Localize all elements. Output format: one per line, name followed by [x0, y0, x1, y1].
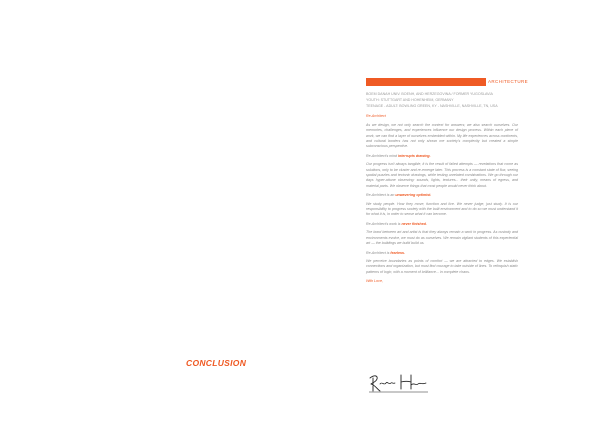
subheading-3-emphasis: unwavering optimist. [395, 193, 432, 198]
subheading-4-prefix: Re-Architect's work is [366, 221, 402, 226]
section-accent-bar [366, 78, 486, 86]
subheading-2-prefix: Re-Architect's mind [366, 153, 399, 158]
bio-meta [366, 92, 518, 108]
subheading-4-emphasis: never finished. [401, 221, 427, 226]
paragraph-4: The bond between art and artist is that they always remain a work in progress. As custody and environments evolve, we must do as ourselves. We remain vigilant students of this experiential art — the buildings we build build us. [366, 230, 518, 246]
signoff: With Love, [366, 279, 383, 284]
subheading-5 [366, 251, 518, 256]
subheading-2-emphasis: interrupts drawing. [398, 153, 431, 158]
paragraph-5: We perceive boundaries as points of comfort — we are attracted to edges. We establish connections and organization, but must find courage to take outside of lines. To relinquish static patterns of logic, with a moment of brilliance... in complete chaos. [366, 258, 518, 274]
subheading-4 [366, 222, 518, 227]
subheading-5-emphasis: fearless. [390, 250, 405, 255]
section-label: ARCHITECTURE [488, 79, 529, 84]
paragraph-3: We study people. How they move, function and live. We never judge, just study. It is our responsibility to progress society with the built environment and to do so we must understand it for what it is, in order to sense what it can become. [366, 201, 518, 217]
conclusion-heading: CONCLUSION [186, 358, 247, 368]
subheading-5-prefix: Re-Architect is [366, 250, 391, 255]
subheading-3 [366, 193, 518, 198]
intro-heading: Re-Architect [366, 114, 386, 119]
signature-icon [368, 372, 430, 394]
paragraph-2: Our progress isn't always tangible, it is the result of failed attempts — revelations that come as solutions, only to be cluster and re-emerge later. This process is a constant state of flux, seeing spatial puzzles and tectonic drawings, while testing unrelated combinations. We go through our days hyper-attune observing: sounds, lights, textures... their unity, means of egress, and material parts. We observe things that most people would never think about. [366, 162, 518, 188]
paragraph-1: As we design, we not only search the context for answers; we also search ourselves. Our memories, challenges, and experiences influence our design process. Within each piece of work, we can find a layer of ourselves embedded within. My life experiences across continents, and cultural borders has not only shown me society's complexity but created a simple subconscious perspective. [366, 122, 518, 149]
text-column [366, 92, 518, 288]
meta-line: YOUTH: STUTTGART AND HOHENHEIM, GERMANY [366, 97, 454, 102]
subheading-2 [366, 154, 518, 159]
meta-line: TEENAGE - ADULT: BOWLING GREEN, KY - NASHVILLE, NASHVILLE, TN, USA [366, 103, 498, 108]
meta-line: BOEM DANAH UNIV. BOENH, AND HERZEGOVINA / FORMER YUGOSLAVIA [366, 92, 493, 96]
subheading-3-prefix: Re-Architect is an [366, 193, 396, 198]
